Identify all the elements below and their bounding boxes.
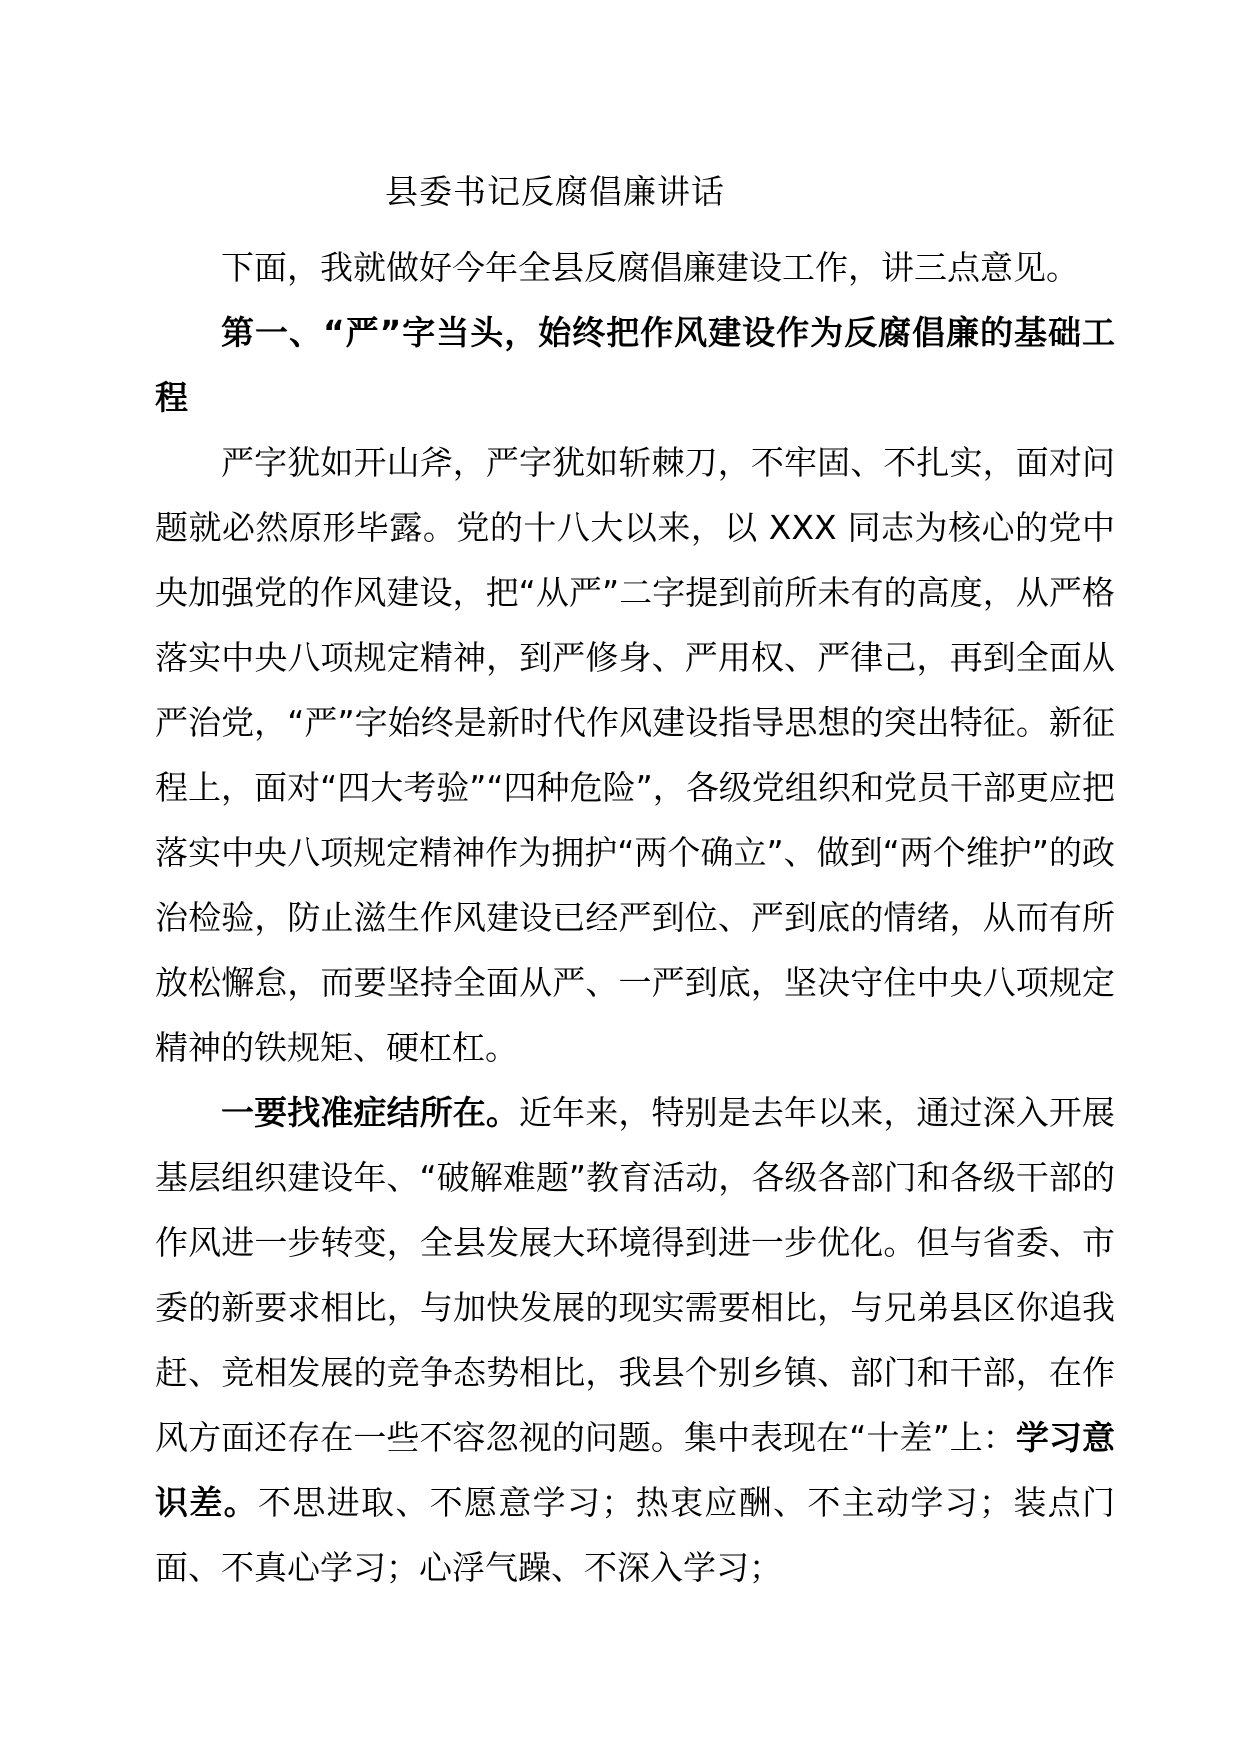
problem-text: 不思进取、不愿意学习；热衷应酬、不主动学习；装点门面、不真心学习；心浮气躁、不深入学习； [155, 1483, 1115, 1587]
intro-paragraph: 下面，我就做好今年全县反腐倡廉建设工作，讲三点意见。 [221, 248, 1079, 287]
document-body [155, 235, 1115, 1600]
subsection-text: 近年来，特别是去年以来，通过深入开展基层组织建设年、“破解难题”教育活动，各级各部门和各级干部的作风进一步转变，全县发展大环境得到进一步优化。但与省委、市委的新要求相比，与加快发展的现实需要相比，与兄弟县区你追我赶、竞相发展的竞争态势相比，我县个别乡镇、部门和干部，在作风方面还存在一些不容忽视的问题。集中表现在“十差”上： [155, 1093, 1116, 1457]
subsection-lead: 一要找准症结所在。 [221, 1093, 520, 1132]
document-title: 县委书记反腐倡廉讲话 [385, 172, 725, 211]
problem-lead: 学习意识差。 [155, 1418, 1115, 1522]
section-paragraph: 严字犹如开山斧，严字犹如斩棘刀，不牢固、不扎实，面对问题就必然原形毕露。党的十八大以来，以 XXX 同志为核心的党中央加强党的作风建设，把“从严”二字提到前所未有的高度，从严格落实中央八项规定精神，到严修身、严用权、严律己，再到全面从严治党，“严”字始终是新时代作风建设指导思想的突出特征。新征程上，面对“四大考验”“四种危险”，各级党组织和党员干部更应把落实中央八项规定精神作为拥护“两个确立”、做到“两个维护”的政治检验，防止滋生作风建设已经严到位、严到底的情绪，从而有所放松懈怠，而要坚持全面从严、一严到底，坚决守住中央八项规定精神的铁规矩、硬杠杠。 [155, 443, 1115, 1067]
section-heading: 第一、“严”字当头，始终把作风建设作为反腐倡廉的基础工程 [155, 313, 1115, 417]
subsection-paragraph [155, 1080, 1115, 1600]
